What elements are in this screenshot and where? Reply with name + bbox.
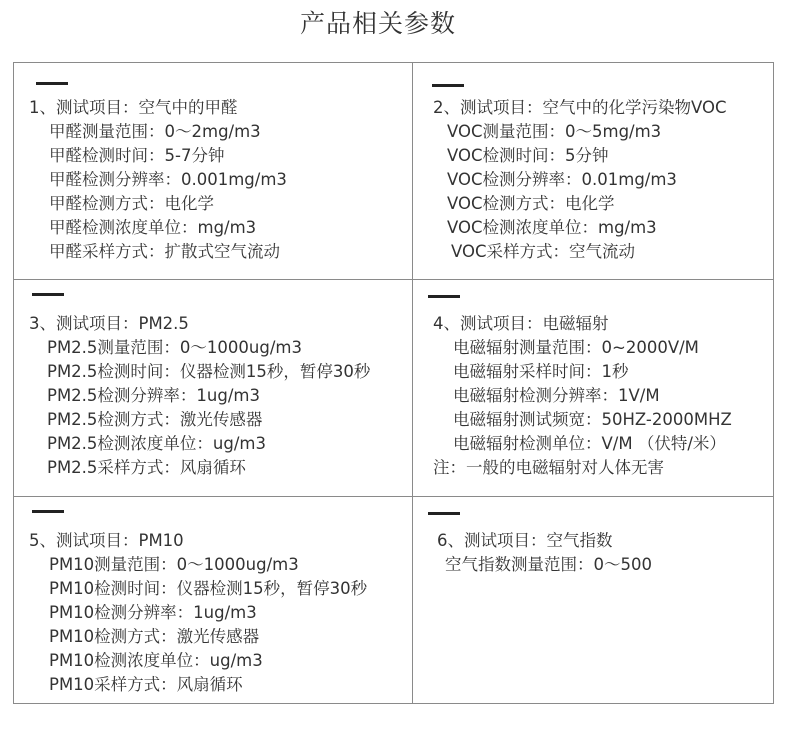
spec-line: PM2.5检测分辨率：1ug/m3	[47, 386, 260, 405]
spec-heading: 1、测试项目：空气中的甲醛	[29, 98, 238, 117]
section-dash	[32, 293, 64, 296]
spec-line: 甲醛检测浓度单位：mg/m3	[49, 218, 257, 237]
spec-line: PM10检测时间：仪器检测15秒，暂停30秒	[49, 579, 368, 598]
row-divider	[14, 279, 773, 280]
spec-line: PM10检测分辨率：1ug/m3	[49, 603, 257, 622]
spec-line: 甲醛采样方式：扩散式空气流动	[49, 242, 280, 261]
spec-table	[13, 62, 774, 704]
section-dash	[432, 84, 464, 87]
spec-line: 电磁辐射测量范围：0~2000V/M	[453, 338, 699, 357]
spec-line: PM10检测方式：激光传感器	[49, 627, 260, 646]
spec-line: 电磁辐射采样时间：1秒	[453, 362, 629, 381]
spec-line: VOC检测方式：电化学	[447, 194, 615, 213]
spec-lines	[29, 529, 367, 697]
spec-line: VOC测量范围：0～5mg/m3	[447, 122, 662, 141]
section-dash	[32, 510, 64, 513]
spec-line: PM2.5采样方式：风扇循环	[47, 458, 246, 477]
spec-line: 甲醛检测方式：电化学	[49, 194, 214, 213]
spec-line: VOC检测时间：5分钟	[447, 146, 609, 165]
spec-lines	[437, 529, 652, 577]
spec-line: 甲醛测量范围：0～2mg/m3	[49, 122, 261, 141]
spec-line: 甲醛检测分辨率：0.001mg/m3	[49, 170, 287, 189]
section-dash	[428, 512, 460, 515]
spec-line: PM10测量范围：0～1000ug/m3	[49, 555, 299, 574]
row-divider	[14, 496, 773, 497]
section-dash	[36, 82, 68, 85]
spec-line: 电磁辐射检测单位：V/M （伏特/米）	[453, 434, 726, 453]
spec-line: PM2.5测量范围：0～1000ug/m3	[47, 338, 302, 357]
spec-heading: 4、测试项目：电磁辐射	[433, 314, 609, 333]
spec-note: 注：一般的电磁辐射对人体无害	[433, 458, 664, 477]
spec-lines	[433, 312, 732, 480]
spec-line: PM2.5检测浓度单位：ug/m3	[47, 434, 266, 453]
spec-line: 甲醛检测时间：5-7分钟	[49, 146, 225, 165]
spec-heading: 3、测试项目：PM2.5	[29, 314, 189, 333]
section-dash	[428, 295, 460, 298]
spec-heading: 2、测试项目：空气中的化学污染物VOC	[433, 98, 727, 117]
page-title: 产品相关参数	[299, 9, 456, 38]
spec-line: 空气指数测量范围：0～500	[445, 555, 652, 574]
spec-line: VOC检测浓度单位：mg/m3	[447, 218, 657, 237]
spec-line: 电磁辐射测试频宽：50HZ-2000MHZ	[453, 410, 732, 429]
spec-line: VOC检测分辨率：0.01mg/m3	[447, 170, 677, 189]
spec-line: PM10采样方式：风扇循环	[49, 675, 243, 694]
spec-lines	[29, 312, 370, 480]
spec-line: 电磁辐射检测分辨率：1V/M	[453, 386, 660, 405]
spec-lines	[29, 96, 287, 264]
spec-line: PM10检测浓度单位：ug/m3	[49, 651, 263, 670]
spec-line: PM2.5检测时间：仪器检测15秒，暂停30秒	[47, 362, 371, 381]
spec-line: PM2.5检测方式：激光传感器	[47, 410, 263, 429]
spec-line: VOC采样方式：空气流动	[451, 242, 636, 261]
spec-heading: 6、测试项目：空气指数	[437, 531, 613, 550]
spec-heading: 5、测试项目：PM10	[29, 531, 184, 550]
spec-lines	[433, 96, 727, 264]
column-divider	[412, 63, 413, 703]
